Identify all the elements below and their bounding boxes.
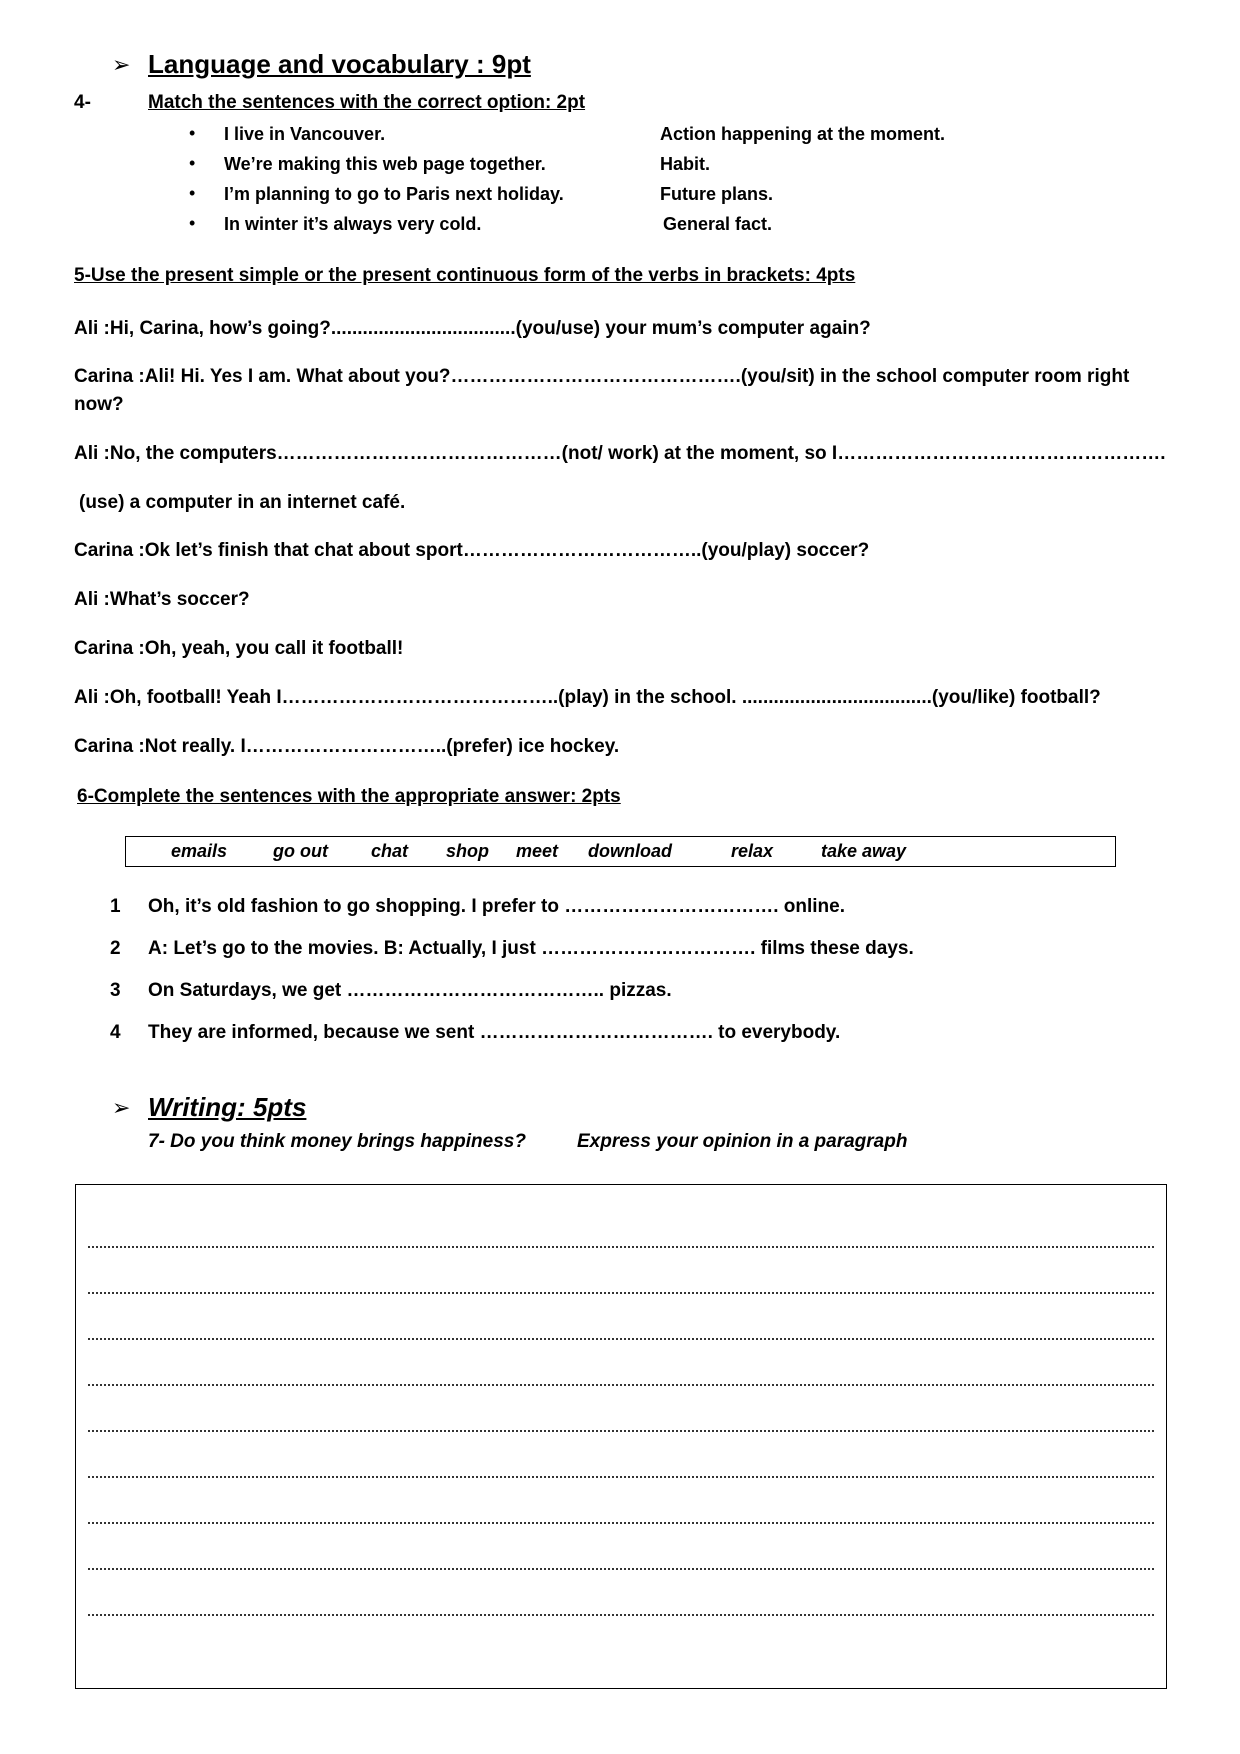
answer-line (88, 1292, 1154, 1294)
section-title-language: Language and vocabulary : 9pt (148, 49, 531, 79)
q4-sentence-4: In winter it’s always very cold. (224, 214, 482, 234)
arrow-bullet-icon: ➢ (112, 1095, 131, 1120)
q4-sentence-3: I’m planning to go to Paris next holiday. (224, 184, 564, 204)
q6-item-text: A: Let’s go to the movies. B: Actually, I just ……………………………. films these days. (148, 938, 914, 959)
word-bank-item: relax (731, 841, 774, 861)
word-bank-item: take away (821, 841, 907, 861)
q6-item-number: 1 (110, 896, 121, 917)
answer-line (88, 1522, 1154, 1524)
dialogue-line: Ali :Oh, football! Yeah I……………………………………..(play) in the school. ....................................(you/like) football? (74, 687, 1101, 708)
q4-option-3: Future plans. (660, 184, 774, 204)
dialogue-line: (use) a computer in an internet café. (79, 492, 406, 513)
word-bank-item: meet (516, 841, 559, 861)
word-bank (125, 836, 1116, 867)
bullet-icon: • (189, 183, 196, 203)
q4-number: 4- (74, 92, 91, 113)
answer-line (88, 1614, 1154, 1616)
answer-line (88, 1476, 1154, 1478)
arrow-bullet-icon: ➢ (112, 52, 131, 77)
answer-line (88, 1384, 1154, 1386)
bullet-icon: • (189, 123, 196, 143)
answer-line (88, 1338, 1154, 1340)
bullet-icon: • (189, 213, 196, 233)
writing-answer-box[interactable] (75, 1184, 1167, 1689)
word-bank-item: chat (371, 841, 409, 861)
q6-item-text: On Saturdays, we get ………………………………….. pizzas. (148, 980, 672, 1001)
answer-line (88, 1430, 1154, 1432)
q4-option-4: General fact. (663, 214, 773, 234)
bullet-icon: • (189, 153, 196, 173)
q7-instruction: Express your opinion in a paragraph (577, 1131, 908, 1152)
q4-option-2: Habit. (660, 154, 711, 174)
q4-sentence-1: I live in Vancouver. (224, 124, 386, 144)
dialogue-line: Ali :No, the computers………………………………………(not/ work) at the moment, so I……………………………………………. (74, 443, 1166, 464)
word-bank-item: go out (273, 841, 328, 861)
dialogue-line: Carina :Ali! Hi. Yes I am. What about you?……………………………………….(you/sit) in the school computer room right (74, 366, 1130, 387)
dialogue-line: Carina :Oh, yeah, you call it football! (74, 638, 404, 659)
q6-instruction: 6-Complete the sentences with the appropriate answer: 2pts (77, 786, 621, 807)
dialogue-line: now? (74, 394, 124, 415)
q6-item-number: 2 (110, 938, 121, 959)
answer-line (88, 1246, 1154, 1248)
q4-option-1: Action happening at the moment. (660, 124, 946, 144)
dialogue-line: Ali :Hi, Carina, how’s going?...................................(you/use) your mum’s computer again? (74, 318, 871, 339)
dialogue-line: Carina :Ok let’s finish that chat about sport………………………………..(you/play) soccer? (74, 540, 870, 561)
q6-item-text: They are informed, because we sent ………………………………. to everybody. (148, 1022, 841, 1043)
q4-instruction: Match the sentences with the correct option: 2pt (148, 92, 586, 113)
word-bank-item: emails (171, 841, 228, 861)
q7-question: 7- Do you think money brings happiness? (148, 1131, 526, 1152)
q6-item-number: 4 (110, 1022, 121, 1043)
q5-instruction: 5-Use the present simple or the present continuous form of the verbs in brackets: 4pts (74, 265, 856, 286)
q4-sentence-2: We’re making this web page together. (224, 154, 546, 174)
word-bank-item: shop (446, 841, 489, 861)
answer-line (88, 1568, 1154, 1570)
q6-item-number: 3 (110, 980, 121, 1001)
q6-item-text: Oh, it’s old fashion to go shopping. I prefer to ……………………………. online. (148, 896, 845, 917)
section-title-writing: Writing: 5pts (148, 1092, 307, 1122)
word-bank-item: download (588, 841, 672, 861)
dialogue-line: Ali :What’s soccer? (74, 589, 250, 610)
dialogue-line: Carina :Not really. I…………………………..(prefer) ice hockey. (74, 736, 620, 757)
